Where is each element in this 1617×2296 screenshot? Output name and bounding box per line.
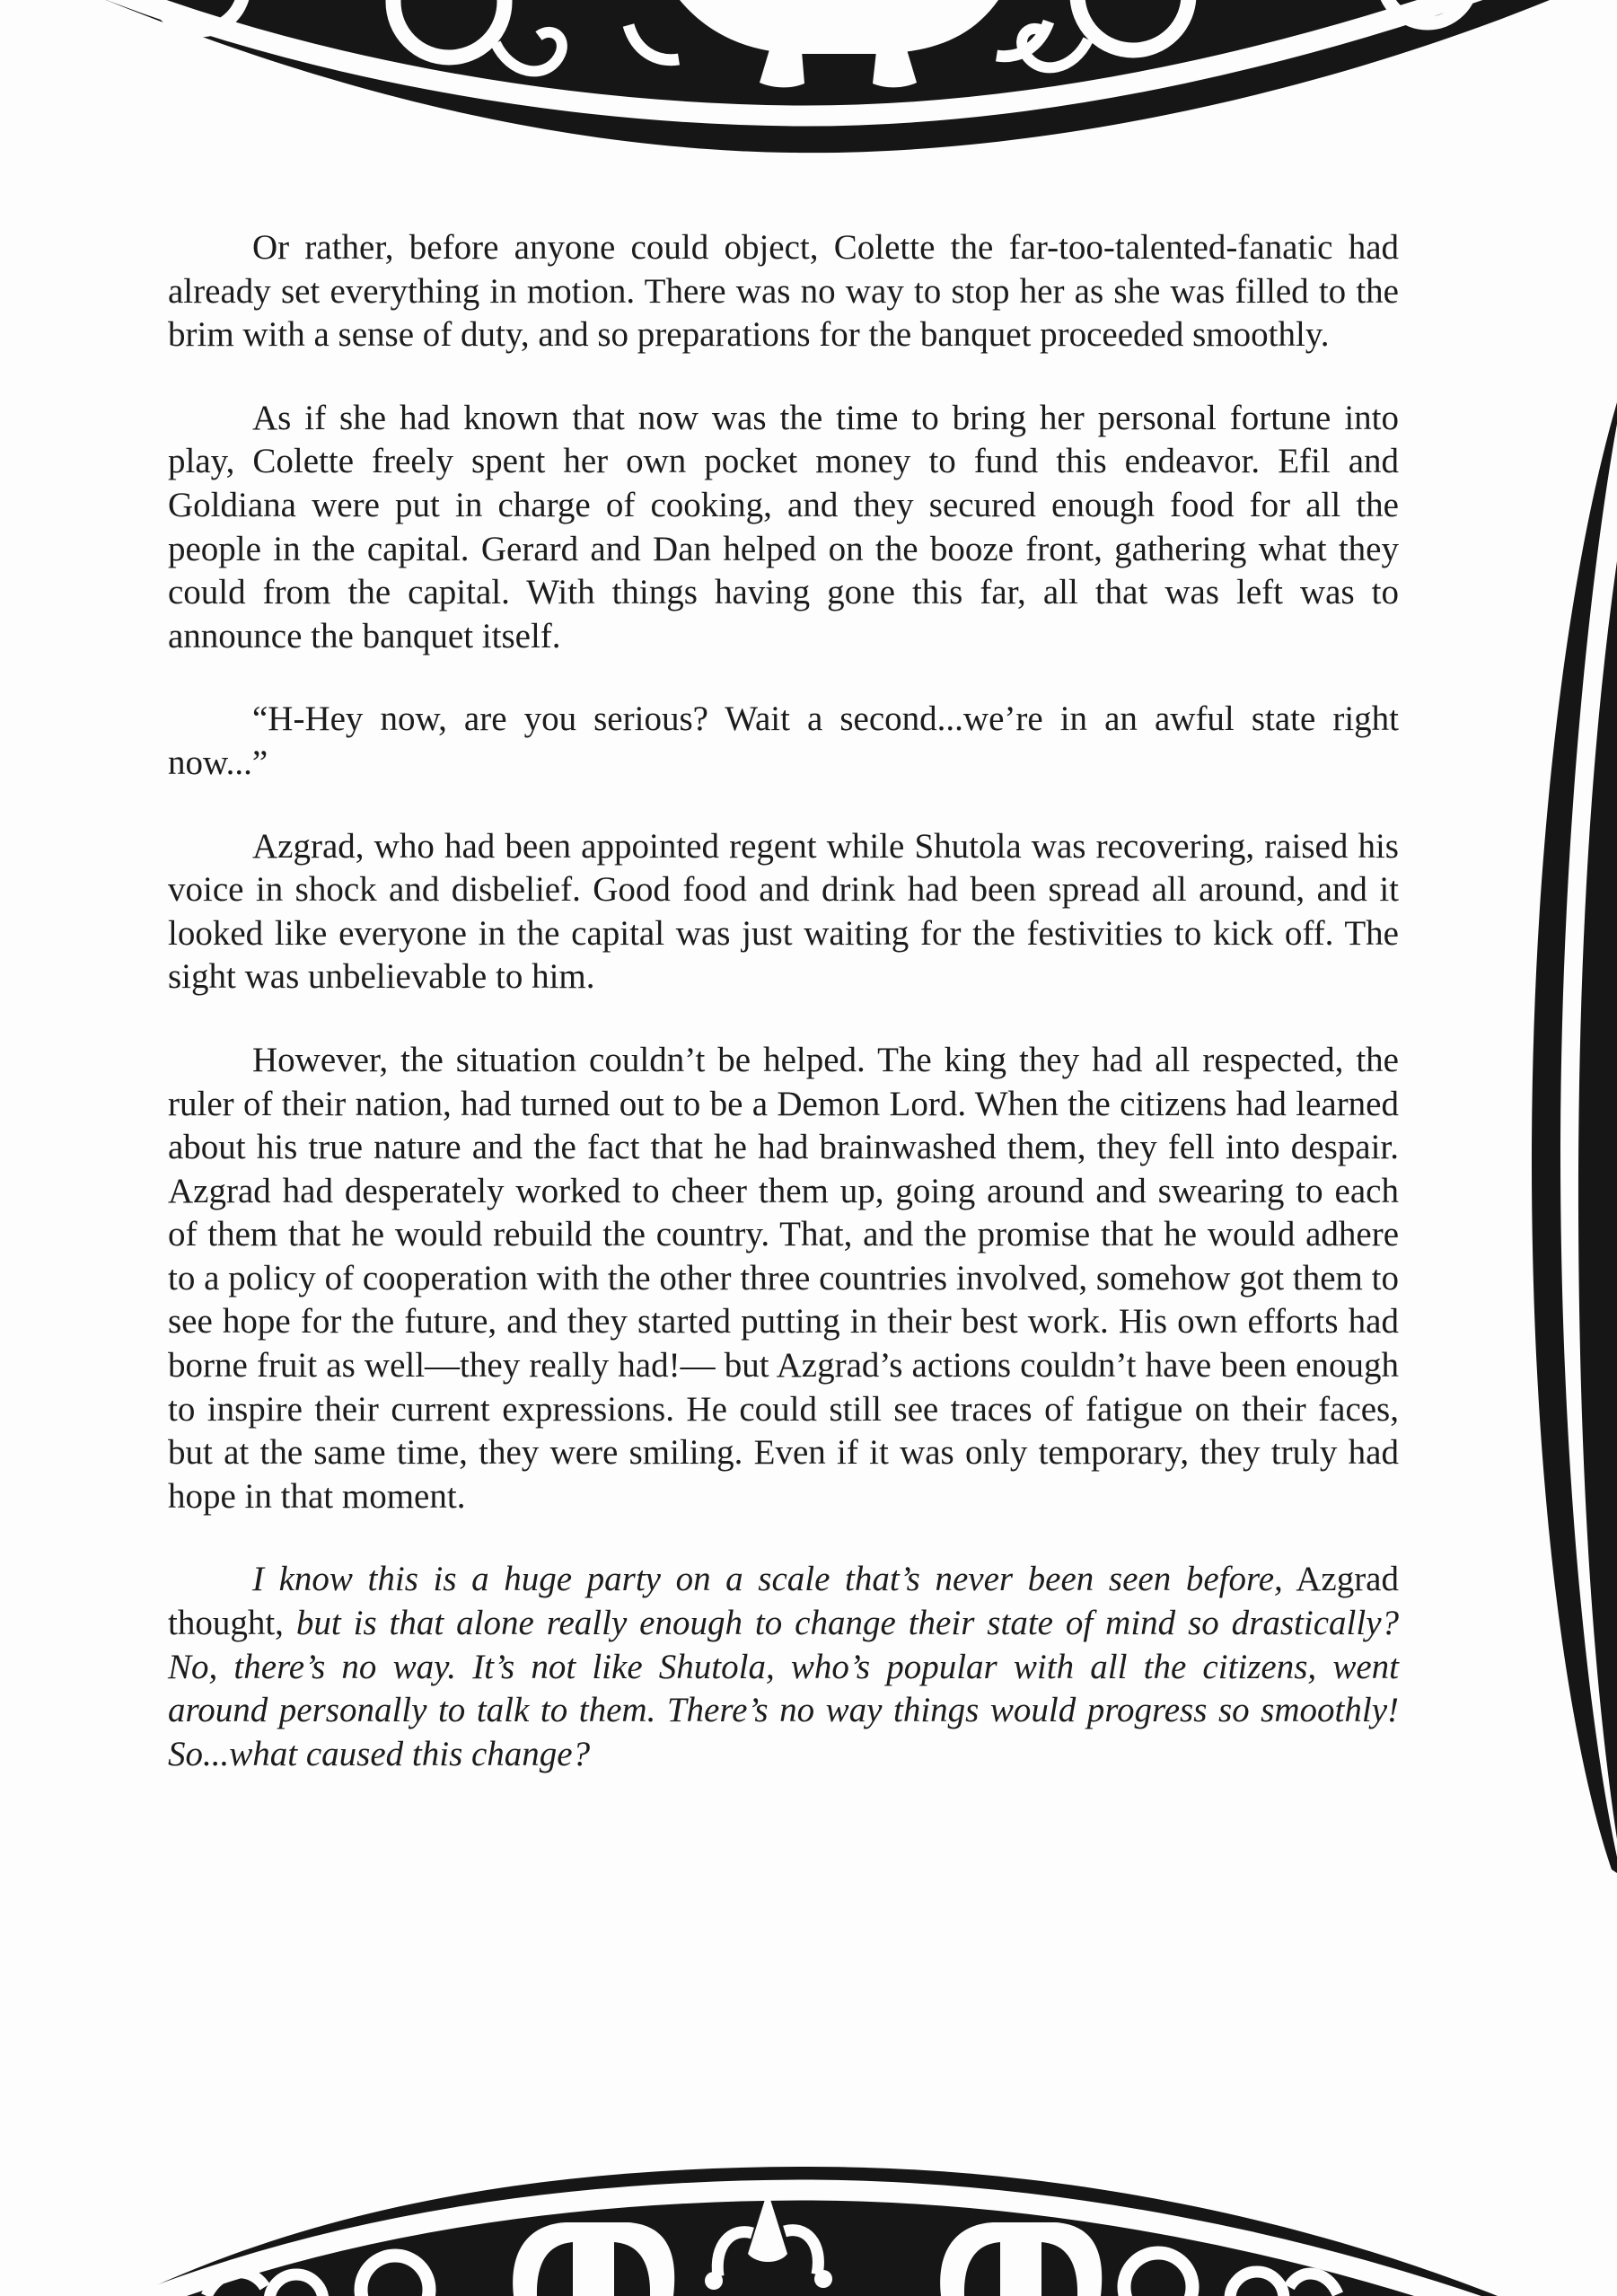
italic-text-segment: but is that alone really enough to change their state of mind so drastically? No, there’s no way. It’s not like Shutola, who’s popular with all the citizens, went around personally to talk to them. There’s no way things would progress so smoothly! So...what caused this change? [168, 1604, 1399, 1773]
paragraph [168, 226, 1399, 357]
paragraph [168, 1558, 1399, 1776]
text-segment: Azgrad thought, [168, 1560, 1399, 1643]
paragraph [168, 825, 1399, 999]
paragraph [168, 397, 1399, 659]
text-segment: “H-Hey now, are you serious? Wait a second...we’re in an awful state right now...” [168, 699, 1399, 782]
text-segment: However, the situation couldn’t be helped. The king they had all respected, the ruler of their nation, had turned out to be a Demon Lord. When the citizens had learned about his true nature and the fact that he had brainwashed them, they fell into despair. Azgrad had desperately worked to cheer them up, going around and swearing to each of them that he would rebuild the country. That, and the promise that he would adhere to a policy of cooperation with the other three countries involved, somehow got them to see hope for the future, and they started putting in their best work. His own efforts had borne fruit as well—they really had!— but Azgrad’s actions couldn’t have been enough to inspire their current expressions. He could still see traces of fatigue on their faces, but at the same time, they were smiling. Even if it was only temporary, they truly had hope in that moment. [168, 1040, 1399, 1516]
right-border-ornament [1517, 341, 1617, 1895]
text-segment: Azgrad, who had been appointed regent while Shutola was recovering, raised his voice in shock and disbelief. Good food and drink had been spread all around, and it looked like everyone in the capital was just waiting for the festivities to kick off. The sight was unbelievable to him. [168, 826, 1399, 997]
text-segment: As if she had known that now was the time to bring her personal fortune into play, Colette freely spent her own pocket money to fund this endeavor. Efil and Goldiana were put in charge of cooking, and they secured enough food for all the people in the capital. Gerard and Dan helped on the booze front, gathering what they could from the capital. With things having gone this far, all that was left was to announce the banquet itself. [168, 398, 1399, 655]
top-medallion-ornament [0, 0, 1617, 180]
paragraph [168, 1039, 1399, 1519]
text-segment: Or rather, before anyone could object, Colette the far-too-talented-fanatic had already set everything in motion. There was no way to stop her as she was filled to the brim with a sense of duty, and so preparations for the banquet proceeded smoothly. [168, 228, 1399, 355]
italic-text-segment: I know this is a huge party on a scale that’s never been seen before, [252, 1560, 1283, 1599]
bottom-medallion-ornament [0, 2142, 1617, 2296]
text-column [168, 226, 1399, 1816]
paragraph [168, 698, 1399, 785]
